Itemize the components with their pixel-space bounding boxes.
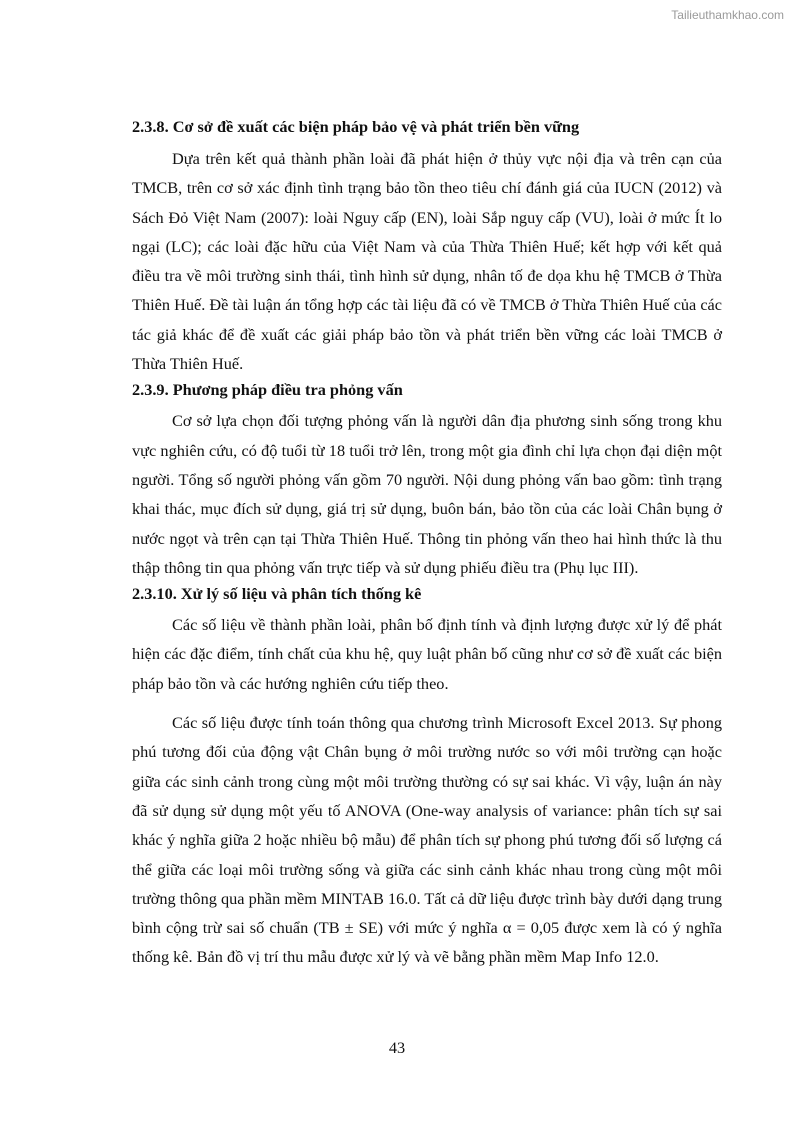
section-paragraph: Cơ sở lựa chọn đối tượng phỏng vấn là người dân địa phương sinh sống trong khu vực nghiên cứu, có độ tuổi từ 18 tuổi trở lên, trong một gia đình chỉ lựa chọn đại diện một người. Tổng số người phỏng vấn gồm 70 người. Nội dung phỏng vấn bao gồm: tình trạng khai thác, mục đích sử dụng, giá trị sử dụng, buôn bán, bảo tồn của các loài Chân bụng ở nước ngọt và trên cạn tại Thừa Thiên Huế. Thông tin phỏng vấn theo hai hình thức là thu thập thông tin qua phỏng vấn trực tiếp và sử dụng phiếu điều tra (Phụ lục III). <box>132 411 722 577</box>
section-paragraph: Dựa trên kết quả thành phần loài đã phát hiện ở thủy vực nội địa và trên cạn của TMCB, trên cơ sở xác định tình trạng bảo tồn theo tiêu chí đánh giá của IUCN (2012) và Sách Đỏ Việt Nam (2007): loài Nguy cấp (EN), loài Sắp nguy cấp (VU), loài ở mức Ít lo ngại (LC); các loài đặc hữu của Việt Nam và của Thừa Thiên Huế; kết hợp với kết quả điều tra về môi trường sinh thái, tình hình sử dụng, nhân tố đe dọa khu hệ TMCB ở Thừa Thiên Huế. Đề tài luận án tổng hợp các tài liệu đã có về TMCB ở Thừa Thiên Huế của các tác giả khác để đề xuất các giải pháp bảo tồn và phát triển bền vững các loài TMCB ở Thừa Thiên Huế. <box>132 149 722 374</box>
watermark: Tailieuthamkhao.com <box>671 8 784 22</box>
section-2-3-8 <box>132 115 722 378</box>
section-2-3-9 <box>132 378 722 582</box>
section-heading: 2.3.10. Xử lý số liệu và phân tích thống kê <box>132 584 422 604</box>
section-paragraph: Các số liệu về thành phần loài, phân bố định tính và định lượng được xử lý để phát hiện các đặc điểm, tính chất của khu hệ, quy luật phân bố cũng như cơ sở đề xuất các biện pháp bảo tồn và các hướng nghiên cứu tiếp theo. <box>132 615 722 693</box>
section-heading: 2.3.8. Cơ sở đề xuất các biện pháp bảo vệ và phát triển bền vững <box>132 117 580 136</box>
page-content <box>132 115 722 972</box>
page-number: 43 <box>388 1038 406 1057</box>
section-heading: 2.3.9. Phương pháp điều tra phỏng vấn <box>132 380 403 400</box>
section-paragraph: Các số liệu được tính toán thông qua chương trình Microsoft Excel 2013. Sự phong phú tương đối của động vật Chân bụng ở môi trường nước so với môi trường cạn hoặc giữa các sinh cảnh trong cùng một môi trường thường có sự sai khác. Vì vậy, luận án này đã sử dụng sử dụng một yếu tố ANOVA (One-way analysis of variance: phân tích sự sai khác ý nghĩa giữa 2 hoặc nhiều bộ mẫu) để phân tích sự phong phú tương đối số lượng cá thể giữa các loại môi trường sống và giữa các sinh cảnh khác nhau trong cùng một môi trường thông qua phần mềm MINTAB 16.0. Tất cả dữ liệu được trình bày dưới dạng trung bình cộng trừ sai số chuẩn (TB ± SE) với mức ý nghĩa α = 0,05 được xem là có ý nghĩa thống kê. Bản đồ vị trí thu mẫu được xử lý và vẽ bằng phần mềm Map Info 12.0. <box>132 713 722 967</box>
section-2-3-10 <box>132 582 722 972</box>
